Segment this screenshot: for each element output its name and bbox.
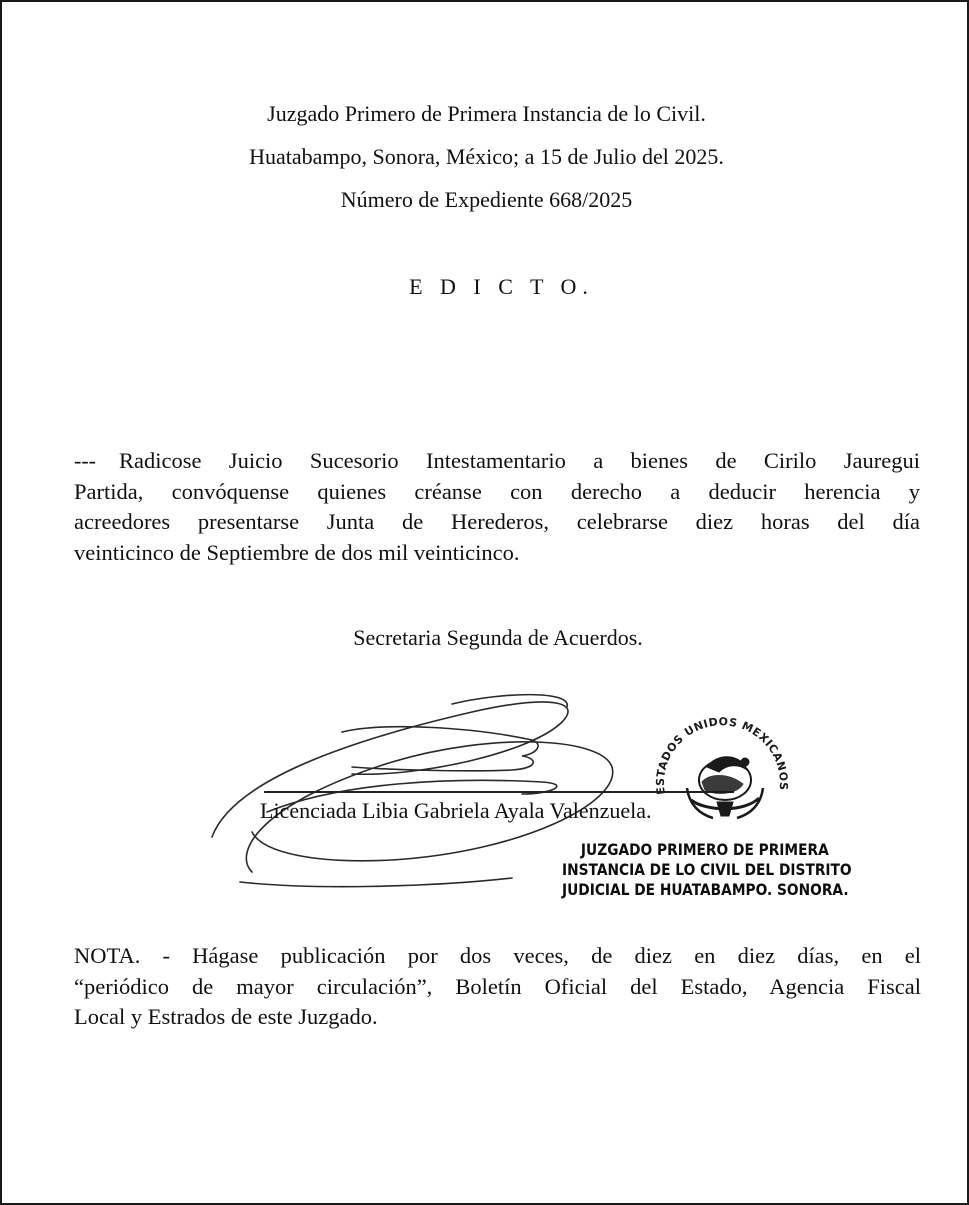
document-title: E D I C T O. (409, 274, 594, 299)
paragraph-dashes: --- (74, 448, 96, 473)
case-number: Número de Expediente 668/2025 (340, 187, 633, 212)
edict-paragraph (74, 446, 920, 568)
note-line: NOTA. - Hágase publicación por dos veces, de diez en diez días, en el (74, 943, 921, 968)
note-line: “periódico de mayor circulación”, Boletín Oficial del Estado, Agencia Fiscal (74, 973, 921, 999)
note-line: Local y Estrados de este Juzgado. (74, 1004, 378, 1029)
seal-ring-text: ESTADOS UNIDOS MEXICANOS (653, 715, 791, 796)
stamp-line: INSTANCIA DE LO CIVIL DEL DISTRITO (562, 860, 852, 879)
court-name: Juzgado Primero de Primera Instancia de lo Civil. (267, 101, 706, 126)
secretary-title: Secretaria Segunda de Acuerdos. (353, 625, 643, 650)
paragraph-line: Partida, convóquense quienes créanse con derecho a deducir herencia y (74, 478, 920, 504)
court-stamp (562, 840, 852, 900)
place-date: Huatabampo, Sonora, México; a 15 de Julio del 2025. (249, 144, 724, 169)
official-seal (647, 712, 797, 842)
stamp-line: JUDICIAL DE HUATABAMPO. SONORA. (562, 880, 849, 899)
paragraph-line: acreedores presentarse Junta de Herederos, celebrarse diez horas del día (74, 509, 920, 534)
signer-name: Licenciada Libia Gabriela Ayala Valenzuela. (260, 798, 652, 823)
paragraph-line: Radicose Juicio Sucesorio Intestamentario a bienes de Cirilo Jauregui (119, 448, 920, 473)
stamp-line: JUZGADO PRIMERO DE PRIMERA (580, 840, 829, 859)
paragraph-line: veinticinco de Septiembre de dos mil veinticinco. (74, 539, 520, 565)
note-paragraph (74, 941, 921, 1033)
